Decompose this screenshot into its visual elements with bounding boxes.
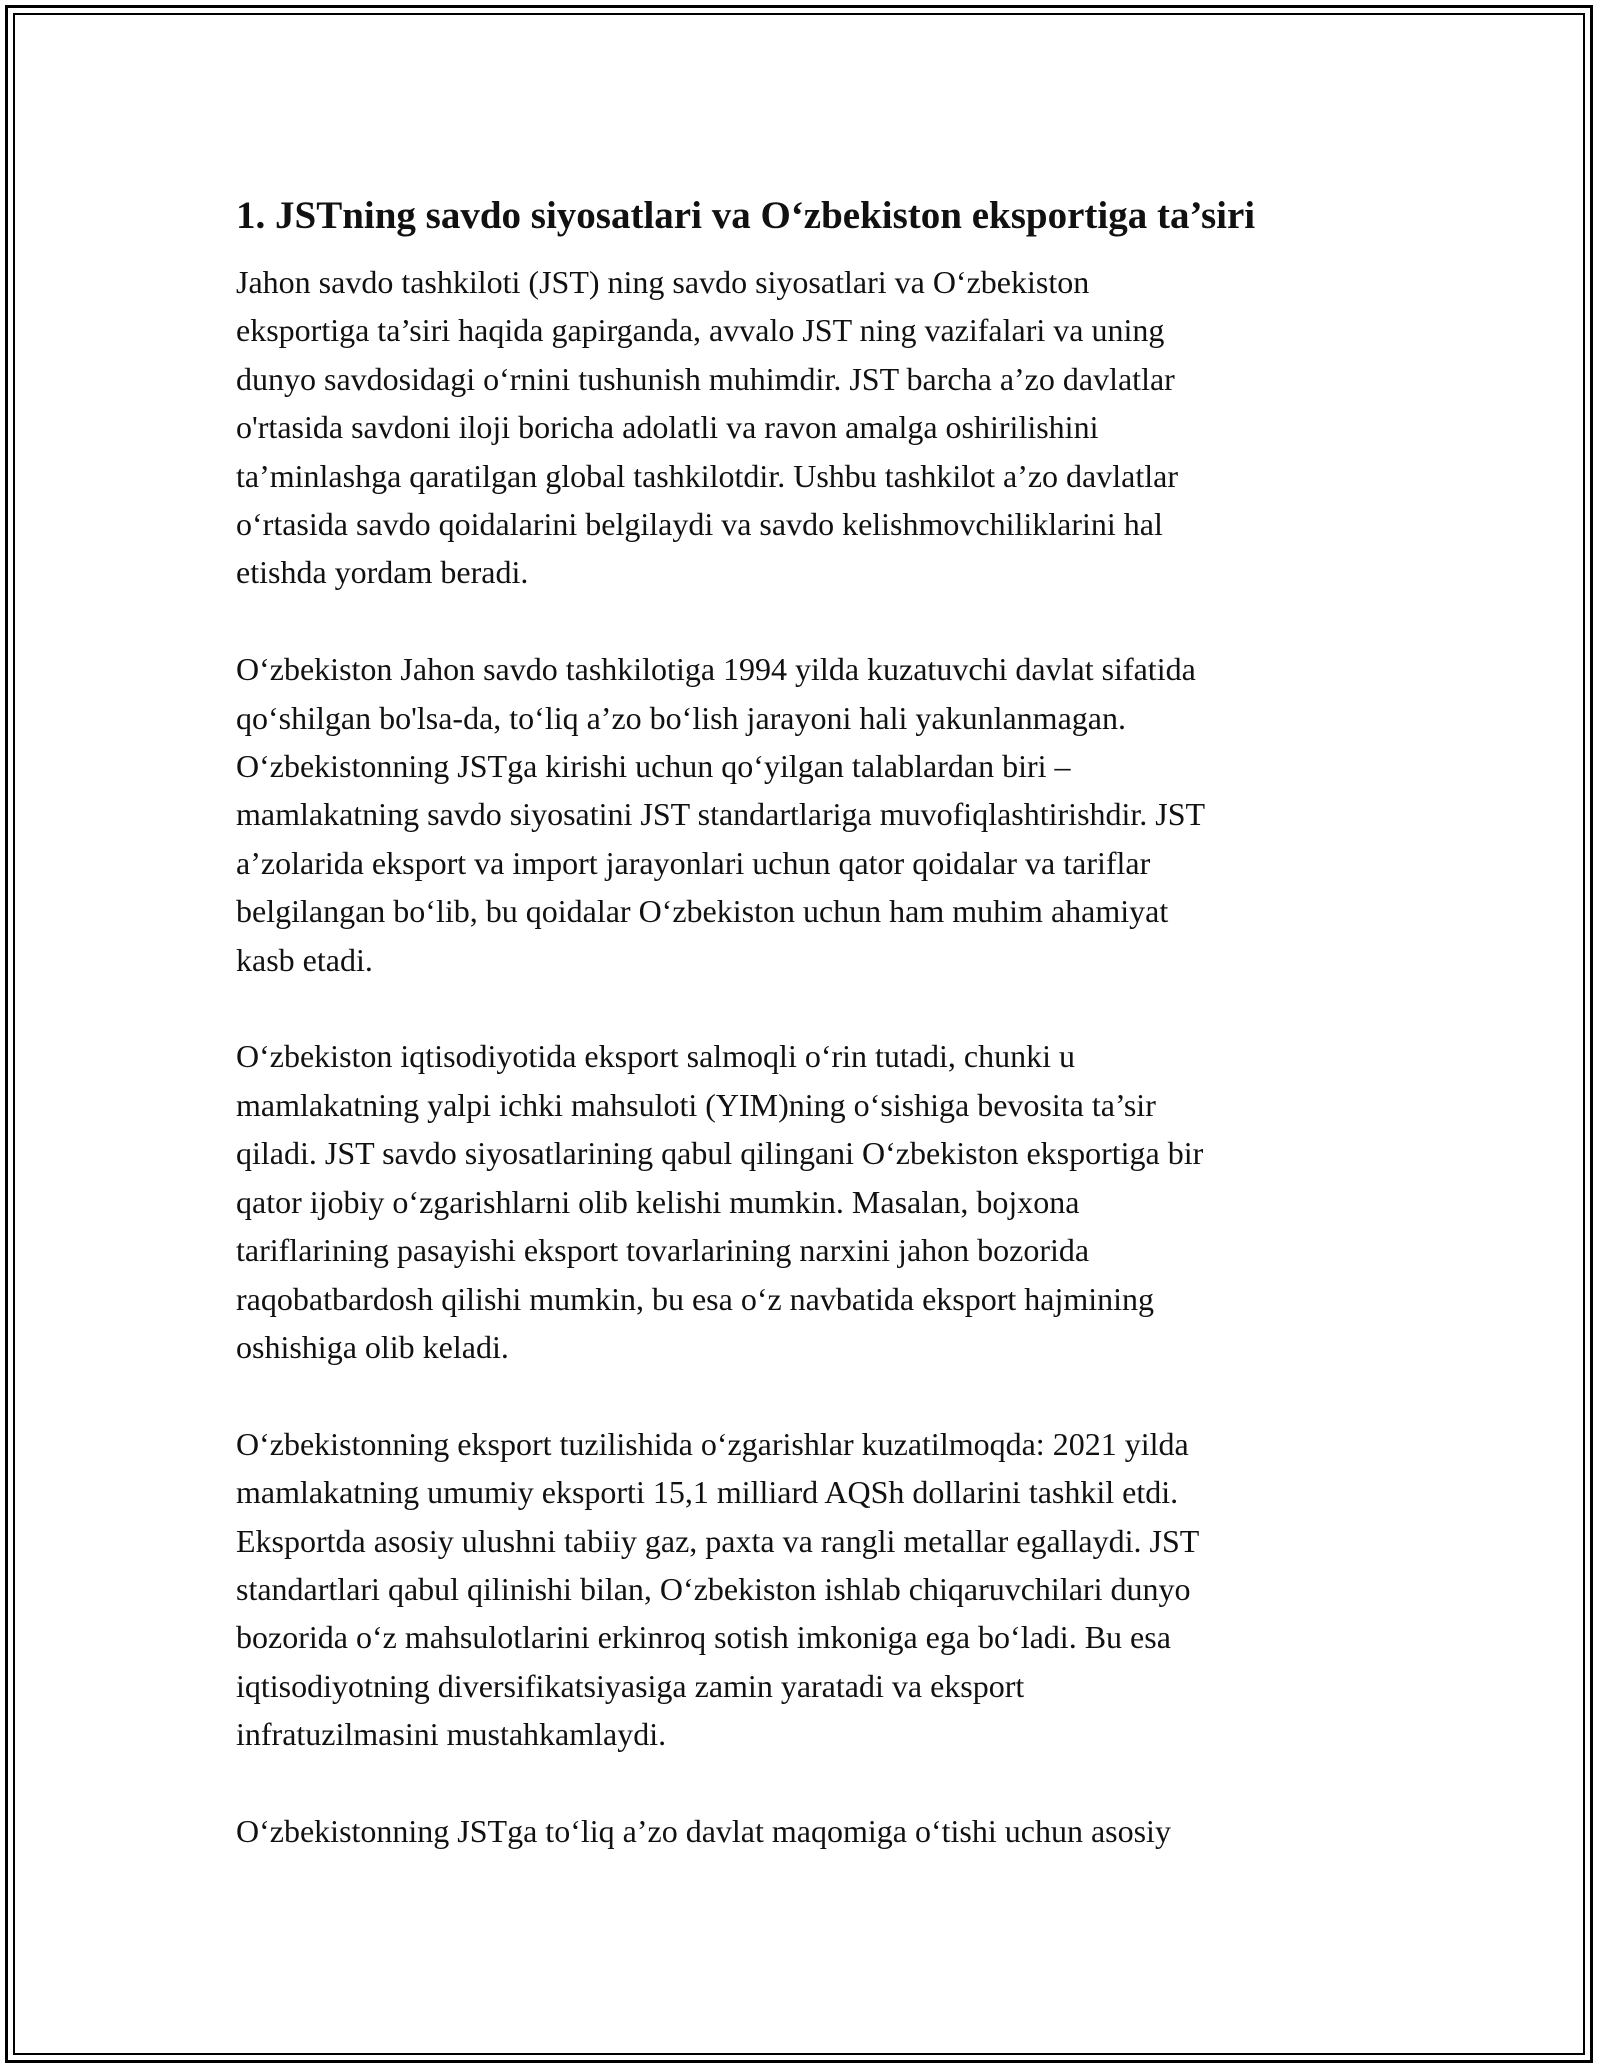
text-line: raqobatbardosh qilishi mumkin, bu esa o‘z navbatida eksport hajmining: [236, 1280, 1155, 1317]
section-title: 1. JSTning savdo siyosatlari va O‘zbekiston eksportiga ta’siri: [236, 194, 1256, 237]
paragraph-5: [236, 1807, 1366, 1855]
text-line: etishda yordam beradi.: [236, 554, 529, 591]
text-line: infratuzilmasini mustahkamlaydi.: [236, 1716, 667, 1753]
text-line: kasb etadi.: [236, 941, 373, 978]
text-line: mamlakatning yalpi ichki mahsuloti (YIM)ning o‘sishiga bevosita ta’sir: [236, 1086, 1156, 1123]
document-body: [236, 186, 1366, 1904]
text-line: mamlakatning umumiy eksporti 15,1 milliard AQSh dollarini tashkil etdi.: [236, 1474, 1179, 1511]
text-line: o'rtasida savdoni iloji boricha adolatli va ravon amalga oshirilishini: [236, 409, 1099, 446]
paragraph-2: [236, 645, 1366, 984]
text-line: Eksportda asosiy ulushni tabiiy gaz, paxta va rangli metallar egallaydi. JST: [236, 1522, 1200, 1559]
text-line: O‘zbekiston iqtisodiyotida eksport salmoqli o‘rin tutadi, chunki u: [236, 1038, 1075, 1075]
text-line: qator ijobiy o‘zgarishlarni olib kelishi mumkin. Masalan, bojxona: [236, 1183, 1080, 1220]
text-line: O‘zbekistonning JSTga kirishi uchun qo‘yilgan talablardan biri –: [236, 748, 1071, 785]
text-line: O‘zbekistonning JSTga to‘liq a’zo davlat maqomiga o‘tishi uchun asosiy: [236, 1812, 1171, 1849]
text-line: bozorida o‘z mahsulotlarini erkinroq sotish imkoniga ega bo‘ladi. Bu esa: [236, 1619, 1171, 1656]
paragraph-4: [236, 1420, 1366, 1759]
text-line: iqtisodiyotning diversifikatsiyasiga zamin yaratadi va eksport: [236, 1667, 1025, 1704]
text-line: O‘zbekiston Jahon savdo tashkilotiga 1994 yilda kuzatuvchi davlat sifatida: [236, 651, 1196, 688]
text-line: Jahon savdo tashkiloti (JST) ning savdo siyosatlari va O‘zbekiston: [236, 264, 1090, 300]
paragraph-1: [236, 258, 1366, 597]
text-line: oshishiga olib keladi.: [236, 1328, 509, 1365]
paragraph-3: [236, 1032, 1366, 1371]
text-line: standartlari qabul qilinishi bilan, O‘zbekiston ishlab chiqaruvchilari dunyo: [236, 1570, 1191, 1607]
text-line: a’zolarida eksport va import jarayonlari uchun qator qoidalar va tariflar: [236, 844, 1151, 881]
text-line: o‘rtasida savdo qoidalarini belgilaydi va savdo kelishmovchiliklarini hal: [236, 506, 1163, 543]
text-line: belgilangan bo‘lib, bu qoidalar O‘zbekiston uchun ham muhim ahamiyat: [236, 893, 1169, 930]
text-line: O‘zbekistonning eksport tuzilishida o‘zgarishlar kuzatilmoqda: 2021 yilda: [236, 1425, 1189, 1462]
text-line: qo‘shilgan bo'lsa-da, to‘liq a’zo bo‘lish jarayoni hali yakunlanmagan.: [236, 699, 1126, 736]
text-line: eksportiga ta’siri haqida gapirganda, avvalo JST ning vazifalari va uning: [236, 312, 1165, 349]
text-line: mamlakatning savdo siyosatini JST standartlariga muvofiqlashtirishdir. JST: [236, 796, 1206, 833]
text-line: tariflarining pasayishi eksport tovarlarining narxini jahon bozorida: [236, 1232, 1090, 1269]
text-line: ta’minlashga qaratilgan global tashkilotdir. Ushbu tashkilot a’zo davlatlar: [236, 457, 1178, 494]
text-line: dunyo savdosidagi o‘rnini tushunish muhimdir. JST barcha a’zo davlatlar: [236, 360, 1175, 397]
text-line: qiladi. JST savdo siyosatlarining qabul qilingani O‘zbekiston eksportiga bir: [236, 1135, 1204, 1172]
